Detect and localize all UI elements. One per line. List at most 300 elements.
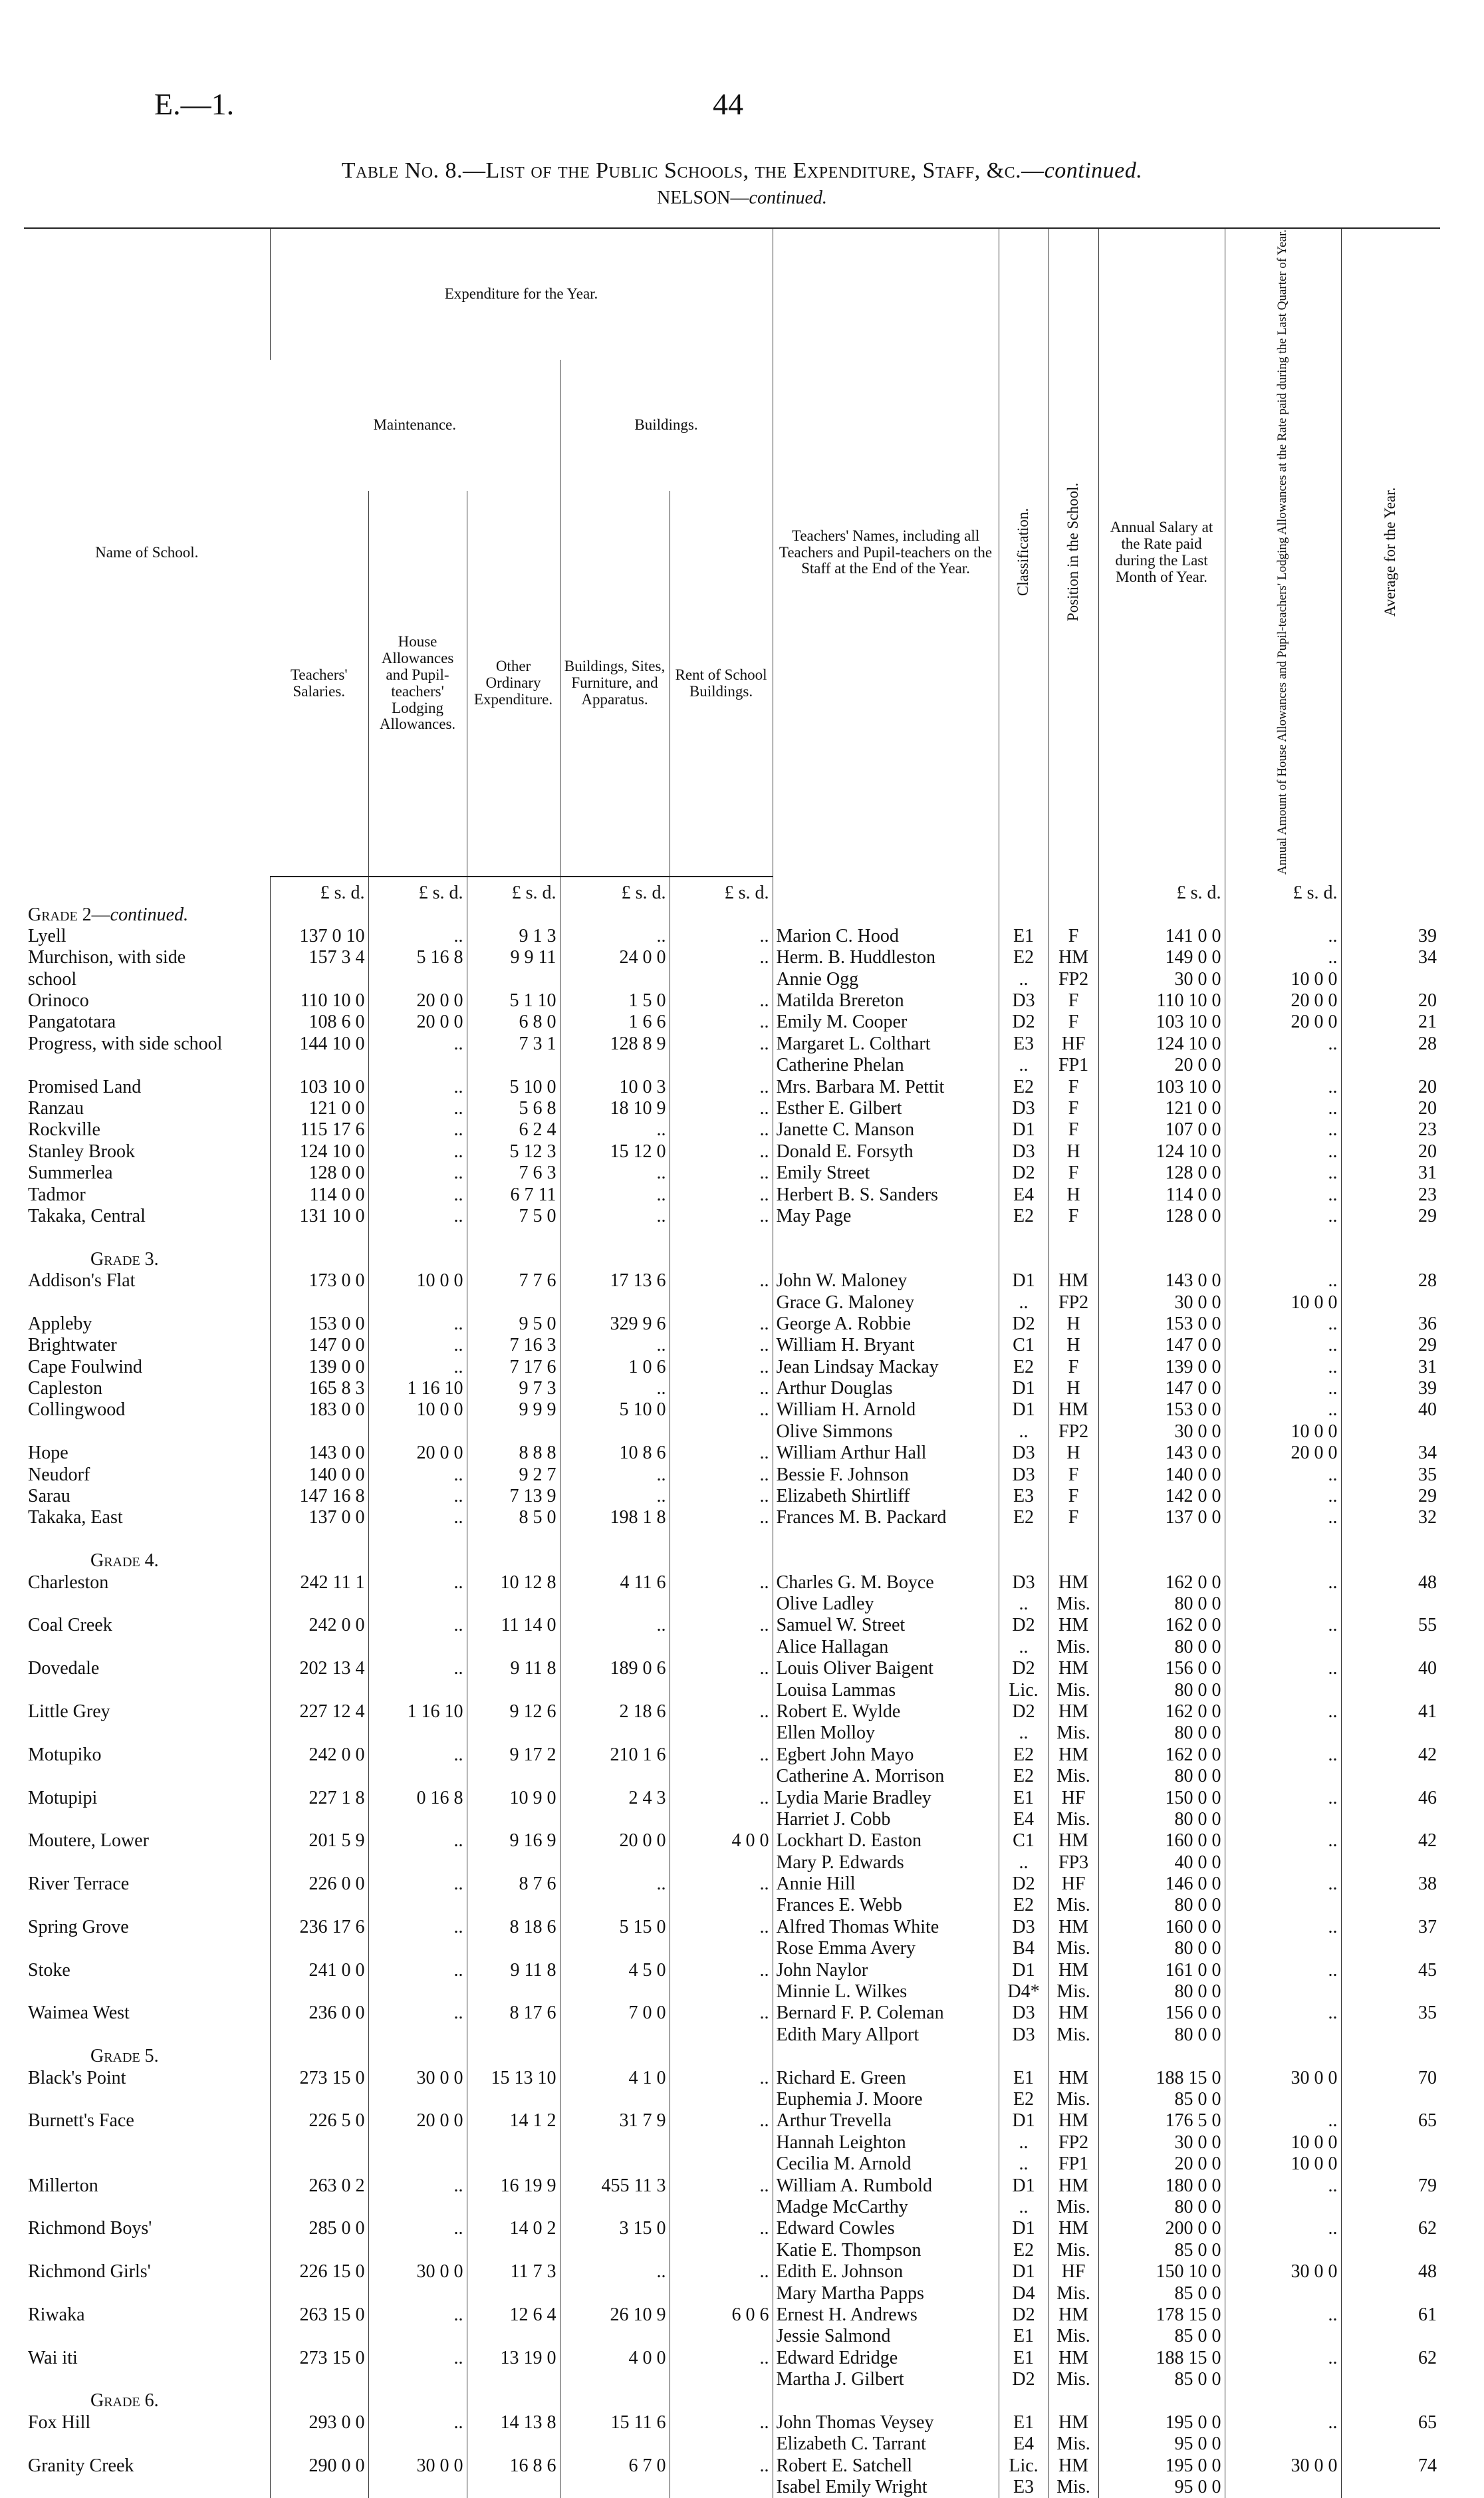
classification-cell: D2: [999, 1701, 1049, 1723]
annual-allowance-cell: ..: [1225, 1658, 1341, 1679]
other-expenditure-cell: 7 3 1: [467, 1033, 560, 1054]
other-expenditure-cell: [467, 1679, 560, 1701]
empty-cell: [773, 2046, 999, 2067]
teacher-name-cell: Edward Cowles: [773, 2218, 999, 2239]
rent-cell: [670, 1809, 773, 1830]
teacher-name-cell: Edward Edridge: [773, 2347, 999, 2368]
position-cell: Mis.: [1049, 1766, 1098, 1787]
buildings-sites-cell: ..: [560, 1378, 670, 1399]
other-expenditure-cell: [467, 2197, 560, 2218]
spacer-row: [24, 1227, 1440, 1248]
house-allowances-cell: ..: [368, 2218, 467, 2239]
empty-cell: [999, 1227, 1049, 1248]
classification-cell: ..: [999, 1636, 1049, 1657]
average-attendance-cell: [1341, 1766, 1440, 1787]
position-cell: F: [1049, 1464, 1098, 1485]
classification-cell: E1: [999, 926, 1049, 947]
position-cell: H: [1049, 1141, 1098, 1162]
teachers-salaries-cell: 242 0 0: [270, 1615, 368, 1636]
position-cell: HM: [1049, 2003, 1098, 2024]
position-cell: HM: [1049, 1701, 1098, 1723]
position-cell: F: [1049, 926, 1098, 947]
empty-cell: [467, 2046, 560, 2067]
teacher-name-cell: William Arthur Hall: [773, 1443, 999, 1464]
teacher-name-cell: William H. Arnold: [773, 1399, 999, 1421]
table-row: [24, 1615, 1440, 1636]
grade-label: Grade 4.: [90, 1550, 159, 1572]
rent-cell: ..: [670, 2218, 773, 2239]
school-name-cell: [24, 1723, 270, 1744]
classification-cell: D1: [999, 2175, 1049, 2196]
house-allowances-cell: ..: [368, 1830, 467, 1852]
buildings-sites-cell: [560, 1852, 670, 1873]
empty-cell: [1098, 904, 1225, 925]
house-allowances-cell: ..: [368, 1184, 467, 1205]
teacher-name-cell: Rose Emma Avery: [773, 1938, 999, 1959]
empty-cell: [467, 1227, 560, 1248]
position-cell: FP2: [1049, 968, 1098, 990]
classification-cell: D2: [999, 1163, 1049, 1184]
empty-cell: [368, 1550, 467, 1572]
annual-allowance-cell: ..: [1225, 1314, 1341, 1335]
table-row: [24, 1744, 1440, 1765]
empty-cell: [999, 904, 1049, 925]
annual-allowance-cell: [1225, 2283, 1341, 2304]
empty-cell: [270, 1528, 368, 1550]
empty-cell: [1341, 2046, 1440, 2067]
buildings-sites-cell: 210 1 6: [560, 1744, 670, 1765]
teacher-name-cell: May Page: [773, 1206, 999, 1227]
table-row: [24, 2477, 1440, 2498]
table-row: [24, 2369, 1440, 2390]
other-expenditure-cell: 16 8 6: [467, 2455, 560, 2476]
empty-cell: [1341, 904, 1440, 925]
teachers-salaries-cell: 137 0 0: [270, 1507, 368, 1528]
table-title-main: Table No. 8.—List of the Public Schools, the Expenditure, Staff, &c.—: [341, 158, 1045, 183]
rent-cell: ..: [670, 1163, 773, 1184]
rent-cell: ..: [670, 1184, 773, 1205]
school-name-cell: Murchison, with side: [28, 947, 186, 968]
table-row: [24, 2433, 1440, 2455]
other-expenditure-cell: [467, 1723, 560, 1744]
table-row: [24, 1938, 1440, 1959]
annual-salary-cell: 195 0 0: [1098, 2412, 1225, 2433]
other-expenditure-cell: 8 18 6: [467, 1916, 560, 1937]
annual-salary-cell: 128 0 0: [1098, 1163, 1225, 1184]
rent-cell: [670, 2477, 773, 2498]
other-expenditure-cell: 7 13 9: [467, 1486, 560, 1507]
grade-heading: [24, 2390, 270, 2412]
teachers-salaries-cell: 165 8 3: [270, 1378, 368, 1399]
empty-cell: [670, 904, 773, 925]
teachers-salaries-cell: 242 0 0: [270, 1744, 368, 1765]
position-cell: FP3: [1049, 1852, 1098, 1873]
average-attendance-cell: [1341, 1895, 1440, 1916]
teachers-salaries-cell: [270, 2153, 368, 2175]
classification-cell: D1: [999, 2261, 1049, 2283]
average-attendance-cell: [1341, 2477, 1440, 2498]
classification-cell: ..: [999, 1723, 1049, 1744]
school-name-cell: [24, 1594, 270, 1615]
table-row: [24, 2326, 1440, 2347]
teacher-name-cell: Annie Ogg: [773, 968, 999, 990]
rent-cell: [670, 1766, 773, 1787]
empty-cell: [1225, 904, 1341, 925]
average-attendance-cell: 39: [1341, 926, 1440, 947]
empty-cell: [368, 2390, 467, 2412]
school-name-cell: [24, 2132, 270, 2153]
table-row: [24, 1852, 1440, 1873]
annual-salary-cell: 156 0 0: [1098, 1658, 1225, 1679]
teachers-salaries-cell: [270, 1723, 368, 1744]
annual-salary-cell: 30 0 0: [1098, 1292, 1225, 1313]
house-allowances-cell: [368, 1679, 467, 1701]
teacher-name-cell: Herm. B. Huddleston: [773, 947, 999, 968]
classification-cell: ..: [999, 1421, 1049, 1442]
school-name-cell: River Terrace: [28, 1874, 130, 1895]
rent-cell: ..: [670, 1012, 773, 1033]
empty-cell: [1098, 1528, 1225, 1550]
header-annual-salary: Annual Salary at the Rate paid during the Last Month of Year.: [1098, 228, 1225, 877]
buildings-sites-cell: [560, 2433, 670, 2455]
teachers-salaries-cell: 147 0 0: [270, 1335, 368, 1356]
units-blank: [1049, 877, 1098, 904]
average-attendance-cell: 35: [1341, 2003, 1440, 2024]
empty-cell: [368, 2046, 467, 2067]
house-allowances-cell: 20 0 0: [368, 1012, 467, 1033]
position-cell: HM: [1049, 2455, 1098, 2476]
buildings-sites-cell: 18 10 9: [560, 1098, 670, 1119]
table-row: [24, 1378, 1440, 1399]
table-row: [24, 2218, 1440, 2239]
classification-cell: D2: [999, 1012, 1049, 1033]
classification-cell: ..: [999, 1594, 1049, 1615]
position-cell: HM: [1049, 2067, 1098, 2088]
school-name-cell: [24, 2197, 270, 2218]
empty-cell: [999, 1528, 1049, 1550]
units-cell: £ s. d.: [560, 877, 670, 904]
classification-cell: D2: [999, 2369, 1049, 2390]
classification-cell: D3: [999, 1464, 1049, 1485]
other-expenditure-cell: 16 19 9: [467, 2175, 560, 2196]
grade-label: Grade 2—: [28, 904, 110, 925]
empty-cell: [773, 2390, 999, 2412]
buildings-sites-cell: [560, 2024, 670, 2045]
annual-salary-cell: 80 0 0: [1098, 1981, 1225, 2003]
teachers-salaries-cell: 139 0 0: [270, 1356, 368, 1377]
table-row: [24, 1464, 1440, 1485]
buildings-sites-cell: ..: [560, 2261, 670, 2283]
empty-cell: [773, 1248, 999, 1270]
annual-allowance-cell: [1225, 1594, 1341, 1615]
teachers-salaries-cell: 183 0 0: [270, 1399, 368, 1421]
teacher-name-cell: Olive Simmons: [773, 1421, 999, 1442]
house-allowances-cell: 0 16 8: [368, 1787, 467, 1808]
house-allowances-cell: [368, 1055, 467, 1076]
other-expenditure-cell: 9 5 0: [467, 1314, 560, 1335]
teacher-name-cell: Margaret L. Colthart: [773, 1033, 999, 1054]
school-name-cell: Stoke: [28, 1959, 70, 1981]
header-teachers-salaries: Teachers' Salaries.: [270, 491, 368, 877]
position-cell: HM: [1049, 2218, 1098, 2239]
buildings-sites-cell: 15 11 6: [560, 2412, 670, 2433]
annual-allowance-cell: [1225, 1852, 1341, 1873]
average-attendance-cell: 20: [1341, 1098, 1440, 1119]
rent-cell: ..: [670, 2067, 773, 2088]
school-name-cell: Stanley Brook: [28, 1141, 135, 1162]
house-allowances-cell: ..: [368, 2347, 467, 2368]
rent-cell: [670, 968, 773, 990]
header-maintenance: Maintenance.: [373, 416, 457, 434]
school-name-cell: [24, 2369, 270, 2390]
units-cell: £ s. d.: [467, 877, 560, 904]
other-expenditure-cell: 9 9 11: [467, 947, 560, 968]
position-cell: Mis.: [1049, 1981, 1098, 2003]
section-continued: continued.: [749, 188, 827, 208]
other-expenditure-cell: 15 13 10: [467, 2067, 560, 2088]
empty-cell: [560, 1227, 670, 1248]
buildings-sites-cell: 7 0 0: [560, 2003, 670, 2024]
teacher-name-cell: Olive Ladley: [773, 1594, 999, 1615]
buildings-sites-cell: [560, 1292, 670, 1313]
other-expenditure-cell: 10 9 0: [467, 1787, 560, 1808]
position-cell: HM: [1049, 2347, 1098, 2368]
other-expenditure-cell: 14 13 8: [467, 2412, 560, 2433]
rent-cell: [670, 2326, 773, 2347]
classification-cell: D2: [999, 1314, 1049, 1335]
annual-salary-cell: 150 0 0: [1098, 1787, 1225, 1808]
empty-cell: [1341, 1227, 1440, 1248]
table-row: [24, 990, 1440, 1012]
house-allowances-cell: [368, 2132, 467, 2153]
teachers-salaries-cell: [270, 2369, 368, 2390]
house-allowances-cell: 20 0 0: [368, 1443, 467, 1464]
teachers-salaries-cell: 108 6 0: [270, 1012, 368, 1033]
teacher-name-cell: Samuel W. Street: [773, 1615, 999, 1636]
average-attendance-cell: [1341, 968, 1440, 990]
table-row: [24, 2175, 1440, 2196]
annual-salary-cell: 160 0 0: [1098, 1830, 1225, 1852]
buildings-sites-cell: 15 12 0: [560, 1141, 670, 1162]
teachers-salaries-cell: [270, 1981, 368, 2003]
annual-allowance-cell: [1225, 2024, 1341, 2045]
position-cell: HF: [1049, 1033, 1098, 1054]
house-allowances-cell: ..: [368, 1615, 467, 1636]
annual-allowance-cell: ..: [1225, 1076, 1341, 1097]
average-attendance-cell: 23: [1341, 1119, 1440, 1141]
house-allowances-cell: 20 0 0: [368, 990, 467, 1012]
annual-salary-cell: 121 0 0: [1098, 1098, 1225, 1119]
teacher-name-cell: John Naylor: [773, 1959, 999, 1981]
teacher-name-cell: Janette C. Manson: [773, 1119, 999, 1141]
header-average: Average for the Year.: [1341, 228, 1440, 877]
house-allowances-cell: [368, 1981, 467, 2003]
teachers-salaries-cell: 226 15 0: [270, 2261, 368, 2283]
teacher-name-cell: William H. Bryant: [773, 1335, 999, 1356]
classification-cell: ..: [999, 2153, 1049, 2175]
average-attendance-cell: [1341, 1594, 1440, 1615]
empty-cell: [1098, 2046, 1225, 2067]
annual-allowance-cell: 10 0 0: [1225, 1292, 1341, 1313]
empty-cell: [270, 2390, 368, 2412]
house-allowances-cell: 10 0 0: [368, 1270, 467, 1292]
position-cell: Mis.: [1049, 1723, 1098, 1744]
teachers-salaries-cell: [270, 1938, 368, 1959]
annual-salary-cell: 178 15 0: [1098, 2304, 1225, 2326]
classification-cell: D1: [999, 1399, 1049, 1421]
buildings-sites-cell: 2 18 6: [560, 1701, 670, 1723]
house-allowances-cell: ..: [368, 1874, 467, 1895]
classification-cell: D3: [999, 990, 1049, 1012]
classification-cell: D3: [999, 1916, 1049, 1937]
rent-cell: ..: [670, 1033, 773, 1054]
school-name-cell: Lyell: [28, 925, 66, 946]
classification-cell: E4: [999, 1184, 1049, 1205]
annual-salary-cell: 20 0 0: [1098, 1055, 1225, 1076]
position-cell: FP2: [1049, 2132, 1098, 2153]
other-expenditure-cell: [467, 2132, 560, 2153]
empty-cell: [1098, 1248, 1225, 1270]
table-row: [24, 1098, 1440, 1119]
average-attendance-cell: 39: [1341, 1378, 1440, 1399]
annual-salary-cell: 80 0 0: [1098, 1809, 1225, 1830]
header-classification: Classification.: [999, 228, 1049, 877]
position-cell: Mis.: [1049, 1938, 1098, 1959]
house-allowances-cell: 1 16 10: [368, 1378, 467, 1399]
table-row: [24, 1787, 1440, 1808]
annual-salary-cell: 143 0 0: [1098, 1270, 1225, 1292]
annual-allowance-cell: [1225, 1809, 1341, 1830]
house-allowances-cell: [368, 2326, 467, 2347]
average-attendance-cell: 29: [1341, 1335, 1440, 1356]
buildings-sites-cell: 1 5 0: [560, 990, 670, 1012]
other-expenditure-cell: [467, 1766, 560, 1787]
buildings-sites-cell: 4 11 6: [560, 1572, 670, 1593]
rent-cell: [670, 1938, 773, 1959]
units-row: [24, 877, 1440, 904]
house-allowances-cell: 20 0 0: [368, 2110, 467, 2132]
classification-cell: ..: [999, 2132, 1049, 2153]
classification-cell: E1: [999, 2412, 1049, 2433]
position-cell: HM: [1049, 1615, 1098, 1636]
school-name-cell: [24, 1636, 270, 1657]
annual-salary-cell: 147 0 0: [1098, 1335, 1225, 1356]
annual-salary-cell: 80 0 0: [1098, 2024, 1225, 2045]
buildings-sites-cell: ..: [560, 1615, 670, 1636]
other-expenditure-cell: 8 8 8: [467, 1443, 560, 1464]
position-cell: F: [1049, 1206, 1098, 1227]
empty-cell: [1049, 1248, 1098, 1270]
teacher-name-cell: Jean Lindsay Mackay: [773, 1356, 999, 1377]
annual-salary-cell: 107 0 0: [1098, 1119, 1225, 1141]
rent-cell: ..: [670, 1787, 773, 1808]
buildings-sites-cell: ..: [560, 1335, 670, 1356]
other-expenditure-cell: 11 7 3: [467, 2261, 560, 2283]
school-name-cell: [24, 2326, 270, 2347]
school-name-cell: Motupipi: [28, 1787, 98, 1808]
header-expenditure: Expenditure for the Year.: [270, 228, 773, 360]
schools-table: [24, 227, 1440, 2498]
annual-allowance-cell: ..: [1225, 1378, 1341, 1399]
annual-salary-cell: 188 15 0: [1098, 2067, 1225, 2088]
average-attendance-cell: 31: [1341, 1163, 1440, 1184]
annual-allowance-cell: ..: [1225, 1959, 1341, 1981]
house-allowances-cell: 5 16 8: [368, 947, 467, 968]
position-cell: Mis.: [1049, 2283, 1098, 2304]
rent-cell: ..: [670, 2261, 773, 2283]
other-expenditure-cell: 8 17 6: [467, 2003, 560, 2024]
teachers-salaries-cell: 226 0 0: [270, 1874, 368, 1895]
annual-salary-cell: 153 0 0: [1098, 1314, 1225, 1335]
position-cell: H: [1049, 1314, 1098, 1335]
annual-salary-cell: 80 0 0: [1098, 1723, 1225, 1744]
other-expenditure-cell: 9 2 7: [467, 1464, 560, 1485]
rent-cell: ..: [670, 1701, 773, 1723]
school-name-cell: Neudorf: [28, 1464, 90, 1485]
house-allowances-cell: ..: [368, 1206, 467, 1227]
school-name-cell: [24, 2239, 270, 2261]
position-cell: HM: [1049, 1830, 1098, 1852]
annual-salary-cell: 160 0 0: [1098, 1916, 1225, 1937]
school-name-cell: Little Grey: [28, 1701, 110, 1722]
teachers-salaries-cell: [270, 2132, 368, 2153]
annual-allowance-cell: [1225, 1723, 1341, 1744]
header-other-expenditure: Other Ordinary Expenditure.: [467, 491, 560, 877]
empty-cell: [560, 1528, 670, 1550]
table-row: [24, 2110, 1440, 2132]
classification-cell: ..: [999, 968, 1049, 990]
empty-cell: [467, 904, 560, 925]
header-annual-allowances: Annual Amount of House Allowances and Pupil-teachers' Lodging Allowances at the Rate paid during the Last Quarter of Year.: [1225, 228, 1341, 877]
units-cell: £ s. d.: [670, 877, 773, 904]
annual-allowance-cell: 10 0 0: [1225, 2153, 1341, 2175]
empty-cell: [1225, 2046, 1341, 2067]
school-name-cell: Spring Grove: [28, 1916, 129, 1937]
schools-table-body: [24, 877, 1440, 2498]
average-attendance-cell: [1341, 2283, 1440, 2304]
annual-salary-cell: 162 0 0: [1098, 1701, 1225, 1723]
average-attendance-cell: [1341, 1055, 1440, 1076]
teacher-name-cell: Edith E. Johnson: [773, 2261, 999, 2283]
position-cell: Mis.: [1049, 2089, 1098, 2110]
classification-cell: E3: [999, 1033, 1049, 1054]
classification-cell: ..: [999, 1292, 1049, 1313]
annual-salary-cell: 200 0 0: [1098, 2218, 1225, 2239]
empty-cell: [999, 2046, 1049, 2067]
table-row: [24, 1270, 1440, 1292]
average-attendance-cell: 40: [1341, 1399, 1440, 1421]
teachers-salaries-cell: [270, 2433, 368, 2455]
teacher-name-cell: John W. Maloney: [773, 1270, 999, 1292]
house-allowances-cell: [368, 1636, 467, 1657]
rent-cell: ..: [670, 1744, 773, 1765]
house-allowances-cell: ..: [368, 1356, 467, 1377]
annual-allowance-cell: [1225, 2433, 1341, 2455]
teacher-name-cell: Catherine Phelan: [773, 1055, 999, 1076]
table-row: [24, 2153, 1440, 2175]
rent-cell: [670, 1679, 773, 1701]
annual-salary-cell: 162 0 0: [1098, 1572, 1225, 1593]
rent-cell: [670, 1852, 773, 1873]
house-allowances-cell: [368, 2024, 467, 2045]
other-expenditure-cell: [467, 2369, 560, 2390]
rent-cell: [670, 1421, 773, 1442]
teacher-name-cell: Alfred Thomas White: [773, 1916, 999, 1937]
position-cell: Mis.: [1049, 2024, 1098, 2045]
teachers-salaries-cell: [270, 1055, 368, 1076]
units-cell: £ s. d.: [368, 877, 467, 904]
house-allowances-cell: ..: [368, 926, 467, 947]
